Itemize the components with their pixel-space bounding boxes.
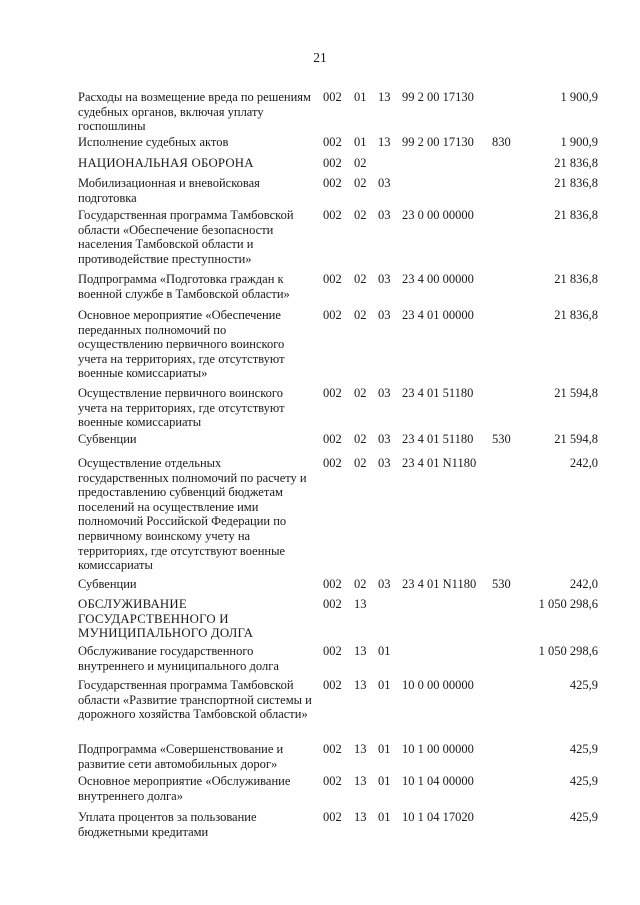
amount: 425,9 <box>569 678 598 692</box>
subsection-code: 13 <box>354 644 367 658</box>
target-article-code: 23 4 01 51180 <box>402 432 474 446</box>
subsection-code: 02 <box>354 176 367 190</box>
section-code: 002 <box>323 810 342 824</box>
target-article-code: 10 1 04 00000 <box>402 774 474 788</box>
subsection-sub-code: 03 <box>378 577 391 591</box>
amount: 1 900,9 <box>560 135 598 149</box>
target-article-code: 23 0 00 00000 <box>402 208 474 222</box>
section-code: 002 <box>323 432 342 446</box>
section-code: 002 <box>323 90 342 104</box>
subsection-sub-code: 03 <box>378 386 391 400</box>
row-name: Государственная программа Тамбовской области «Развитие транспортной системы и дорожного хозяйства Тамбовской области» <box>78 678 312 722</box>
section-code: 002 <box>323 597 342 611</box>
section-code: 002 <box>323 644 342 658</box>
subsection-code: 02 <box>354 386 367 400</box>
target-article-code: 23 4 01 N1180 <box>402 456 477 470</box>
section-code: 002 <box>323 208 342 222</box>
target-article-code: 23 4 01 00000 <box>402 308 474 322</box>
subsection-code: 02 <box>354 308 367 322</box>
row-name: Субвенции <box>78 577 137 591</box>
target-article-code: 10 0 00 00000 <box>402 678 474 692</box>
subsection-code: 02 <box>354 156 367 170</box>
row-name: Расходы на возмещение вреда по решениям судебных органов, включая уплату госпошлины <box>78 90 311 134</box>
amount: 21 836,8 <box>554 308 598 322</box>
target-article-code: 23 4 01 51180 <box>402 386 474 400</box>
amount: 1 050 298,6 <box>538 597 598 611</box>
subsection-sub-code: 03 <box>378 432 391 446</box>
subsection-code: 13 <box>354 774 367 788</box>
section-code: 002 <box>323 308 342 322</box>
amount: 21 836,8 <box>554 272 598 286</box>
subsection-code: 02 <box>354 208 367 222</box>
row-name: НАЦИОНАЛЬНАЯ ОБОРОНА <box>78 156 254 170</box>
row-name: Основное мероприятие «Обеспечение переданных полномочий по осуществлению первичного воинского учета на территориях, где отсутствуют военные комиссариаты» <box>78 308 285 381</box>
row-name: Государственная программа Тамбовской области «Обеспечение безопасности населения Тамбовской области и противодействие преступности» <box>78 208 294 266</box>
row-name: Мобилизационная и вневойсковая подготовка <box>78 176 260 205</box>
amount: 242,0 <box>569 456 598 470</box>
expense-type-code: 530 <box>492 432 511 446</box>
subsection-sub-code: 03 <box>378 308 391 322</box>
section-code: 002 <box>323 156 342 170</box>
subsection-sub-code: 01 <box>378 810 391 824</box>
row-name: Субвенции <box>78 432 137 446</box>
subsection-sub-code: 03 <box>378 208 391 222</box>
subsection-code: 13 <box>354 678 367 692</box>
expense-type-code: 530 <box>492 577 511 591</box>
subsection-sub-code: 01 <box>378 774 391 788</box>
subsection-code: 02 <box>354 456 367 470</box>
amount: 21 594,8 <box>554 432 598 446</box>
subsection-code: 02 <box>354 577 367 591</box>
section-code: 002 <box>323 774 342 788</box>
row-name: Исполнение судебных актов <box>78 135 229 149</box>
amount: 21 594,8 <box>554 386 598 400</box>
subsection-code: 02 <box>354 432 367 446</box>
amount: 1 900,9 <box>560 90 598 104</box>
target-article-code: 23 4 00 00000 <box>402 272 474 286</box>
row-name: Уплата процентов за пользование бюджетными кредитами <box>78 810 257 839</box>
subsection-sub-code: 03 <box>378 176 391 190</box>
subsection-code: 13 <box>354 597 367 611</box>
section-code: 002 <box>323 678 342 692</box>
row-name: Осуществление отдельных государственных полномочий по расчету и предоставлению субвенций бюджетам поселений на осуществление ими полномочий Российской Федерации по первичному воинскому учету на территориях, где отсутствуют военные комиссариаты <box>78 456 307 573</box>
subsection-code: 13 <box>354 810 367 824</box>
section-code: 002 <box>323 742 342 756</box>
page-number: 21 <box>313 50 327 65</box>
row-name: Основное мероприятие «Обслуживание внутреннего долга» <box>78 774 291 803</box>
target-article-code: 10 1 00 00000 <box>402 742 474 756</box>
row-name: ОБСЛУЖИВАНИЕ ГОСУДАРСТВЕННОГО И МУНИЦИПАЛЬНОГО ДОЛГА <box>78 597 254 641</box>
target-article-code: 10 1 04 17020 <box>402 810 474 824</box>
section-code: 002 <box>323 176 342 190</box>
subsection-code: 01 <box>354 90 367 104</box>
subsection-sub-code: 13 <box>378 135 391 149</box>
row-name: Подпрограмма «Совершенствование и развитие сети автомобильных дорог» <box>78 742 284 771</box>
subsection-sub-code: 13 <box>378 90 391 104</box>
amount: 242,0 <box>569 577 598 591</box>
subsection-sub-code: 01 <box>378 678 391 692</box>
expense-type-code: 830 <box>492 135 511 149</box>
subsection-sub-code: 01 <box>378 742 391 756</box>
target-article-code: 99 2 00 17130 <box>402 135 474 149</box>
section-code: 002 <box>323 386 342 400</box>
amount: 21 836,8 <box>554 176 598 190</box>
amount: 425,9 <box>569 810 598 824</box>
amount: 21 836,8 <box>554 208 598 222</box>
row-name: Подпрограмма «Подготовка граждан к военной службе в Тамбовской области» <box>78 272 290 301</box>
subsection-code: 02 <box>354 272 367 286</box>
subsection-code: 13 <box>354 742 367 756</box>
section-code: 002 <box>323 456 342 470</box>
amount: 425,9 <box>569 742 598 756</box>
target-article-code: 23 4 01 N1180 <box>402 577 477 591</box>
row-name: Осуществление первичного воинского учета на территориях, где отсутствуют военные комиссариаты <box>78 386 285 430</box>
section-code: 002 <box>323 135 342 149</box>
amount: 21 836,8 <box>554 156 598 170</box>
subsection-sub-code: 01 <box>378 644 391 658</box>
amount: 1 050 298,6 <box>538 644 598 658</box>
subsection-code: 01 <box>354 135 367 149</box>
target-article-code: 99 2 00 17130 <box>402 90 474 104</box>
amount: 425,9 <box>569 774 598 788</box>
subsection-sub-code: 03 <box>378 272 391 286</box>
subsection-sub-code: 03 <box>378 456 391 470</box>
section-code: 002 <box>323 272 342 286</box>
row-name: Обслуживание государственного внутреннего и муниципального долга <box>78 644 279 673</box>
section-code: 002 <box>323 577 342 591</box>
